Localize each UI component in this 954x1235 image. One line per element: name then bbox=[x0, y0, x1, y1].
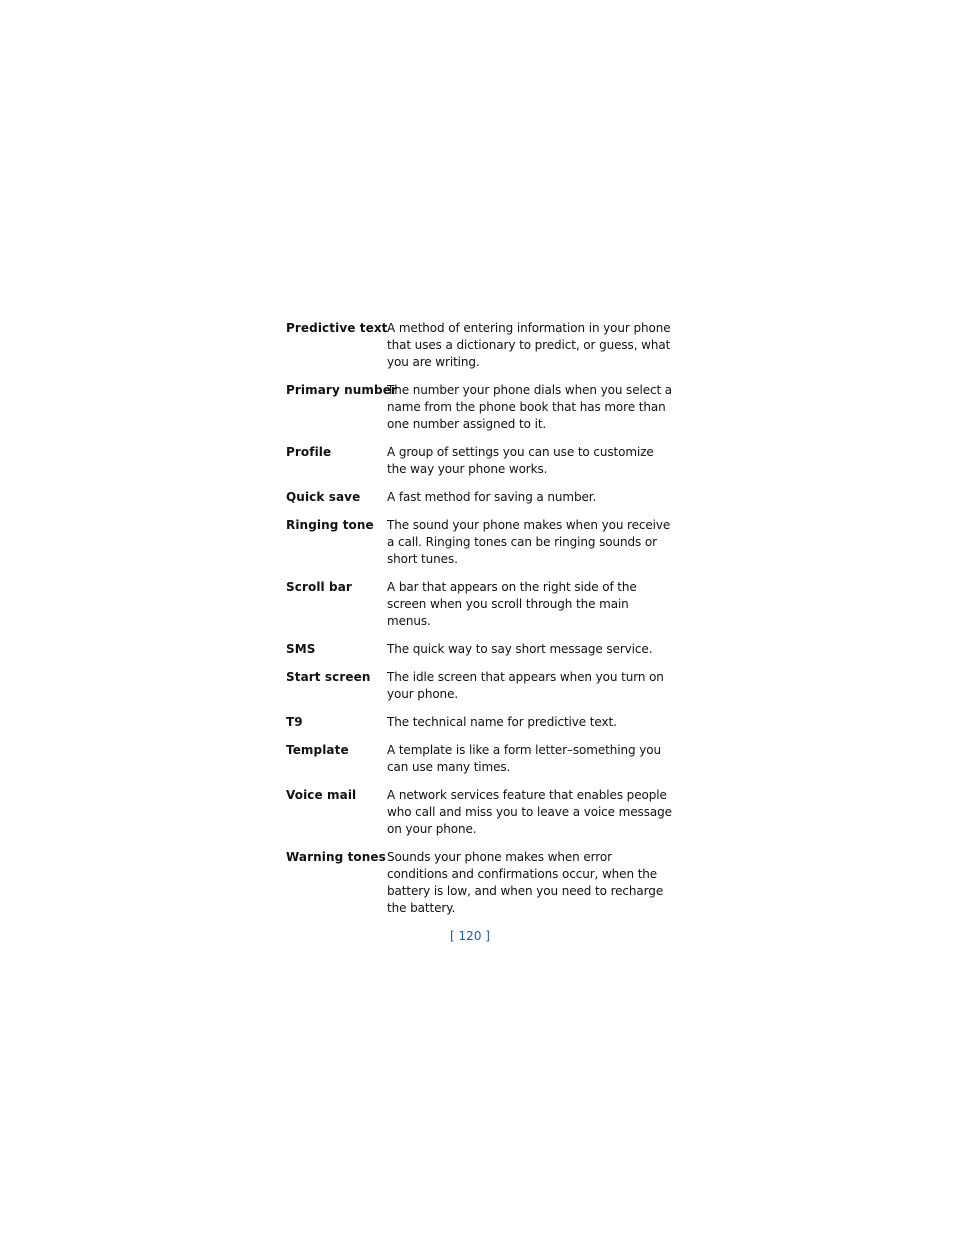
glossary-term: Primary number bbox=[286, 383, 397, 397]
glossary-term: Scroll bar bbox=[286, 580, 352, 594]
glossary-definition: A template is like a form letter–something you can use many times. bbox=[387, 743, 661, 774]
glossary-entry-predictive-text bbox=[286, 320, 686, 371]
glossary-term: Voice mail bbox=[286, 788, 357, 802]
glossary-term: Ringing tone bbox=[286, 518, 374, 532]
glossary-term: Warning tones bbox=[286, 850, 386, 864]
glossary-definition: The idle screen that appears when you turn on your phone. bbox=[387, 670, 664, 701]
glossary-entry-scroll-bar bbox=[286, 579, 686, 630]
glossary-term: T9 bbox=[286, 715, 303, 729]
glossary-definition: A network services feature that enables people who call and miss you to leave a voice message on your phone. bbox=[387, 788, 672, 836]
glossary-term: Template bbox=[286, 743, 349, 757]
glossary-definition: A method of entering information in your phone that uses a dictionary to predict, or guess, what you are writing. bbox=[387, 321, 671, 369]
glossary-term: SMS bbox=[286, 642, 316, 656]
glossary-definition: The quick way to say short message service. bbox=[387, 642, 653, 656]
glossary-entry-t9 bbox=[286, 714, 686, 731]
glossary-entry-template bbox=[286, 742, 686, 776]
glossary-definition: The sound your phone makes when you receive a call. Ringing tones can be ringing sounds or short tunes. bbox=[387, 518, 671, 566]
glossary-definition: A group of settings you can use to customize the way your phone works. bbox=[387, 445, 654, 476]
glossary-entry-sms bbox=[286, 641, 686, 658]
glossary-definition: The number your phone dials when you select a name from the phone book that has more than one number assigned to it. bbox=[387, 383, 673, 431]
glossary-entry-primary-number bbox=[286, 382, 686, 433]
glossary-entry-start-screen bbox=[286, 669, 686, 703]
page-number: [ 120 ] bbox=[450, 929, 490, 943]
glossary-entry-quick-save bbox=[286, 489, 686, 506]
glossary-term: Start screen bbox=[286, 670, 371, 684]
glossary-definition: A bar that appears on the right side of the screen when you scroll through the main menus. bbox=[387, 580, 637, 628]
glossary-definition: Sounds your phone makes when error conditions and confirmations occur, when the battery is low, and when you need to recharge the battery. bbox=[387, 850, 664, 915]
glossary-term: Quick save bbox=[286, 490, 361, 504]
glossary-entry-profile bbox=[286, 444, 686, 478]
glossary-list bbox=[286, 320, 686, 928]
glossary-definition: A fast method for saving a number. bbox=[387, 490, 597, 504]
glossary-term: Profile bbox=[286, 445, 332, 459]
glossary-entry-ringing-tone bbox=[286, 517, 686, 568]
glossary-entry-warning-tones bbox=[286, 849, 686, 917]
glossary-entry-voice-mail bbox=[286, 787, 686, 838]
glossary-term: Predictive text bbox=[286, 321, 388, 335]
glossary-definition: The technical name for predictive text. bbox=[387, 715, 617, 729]
